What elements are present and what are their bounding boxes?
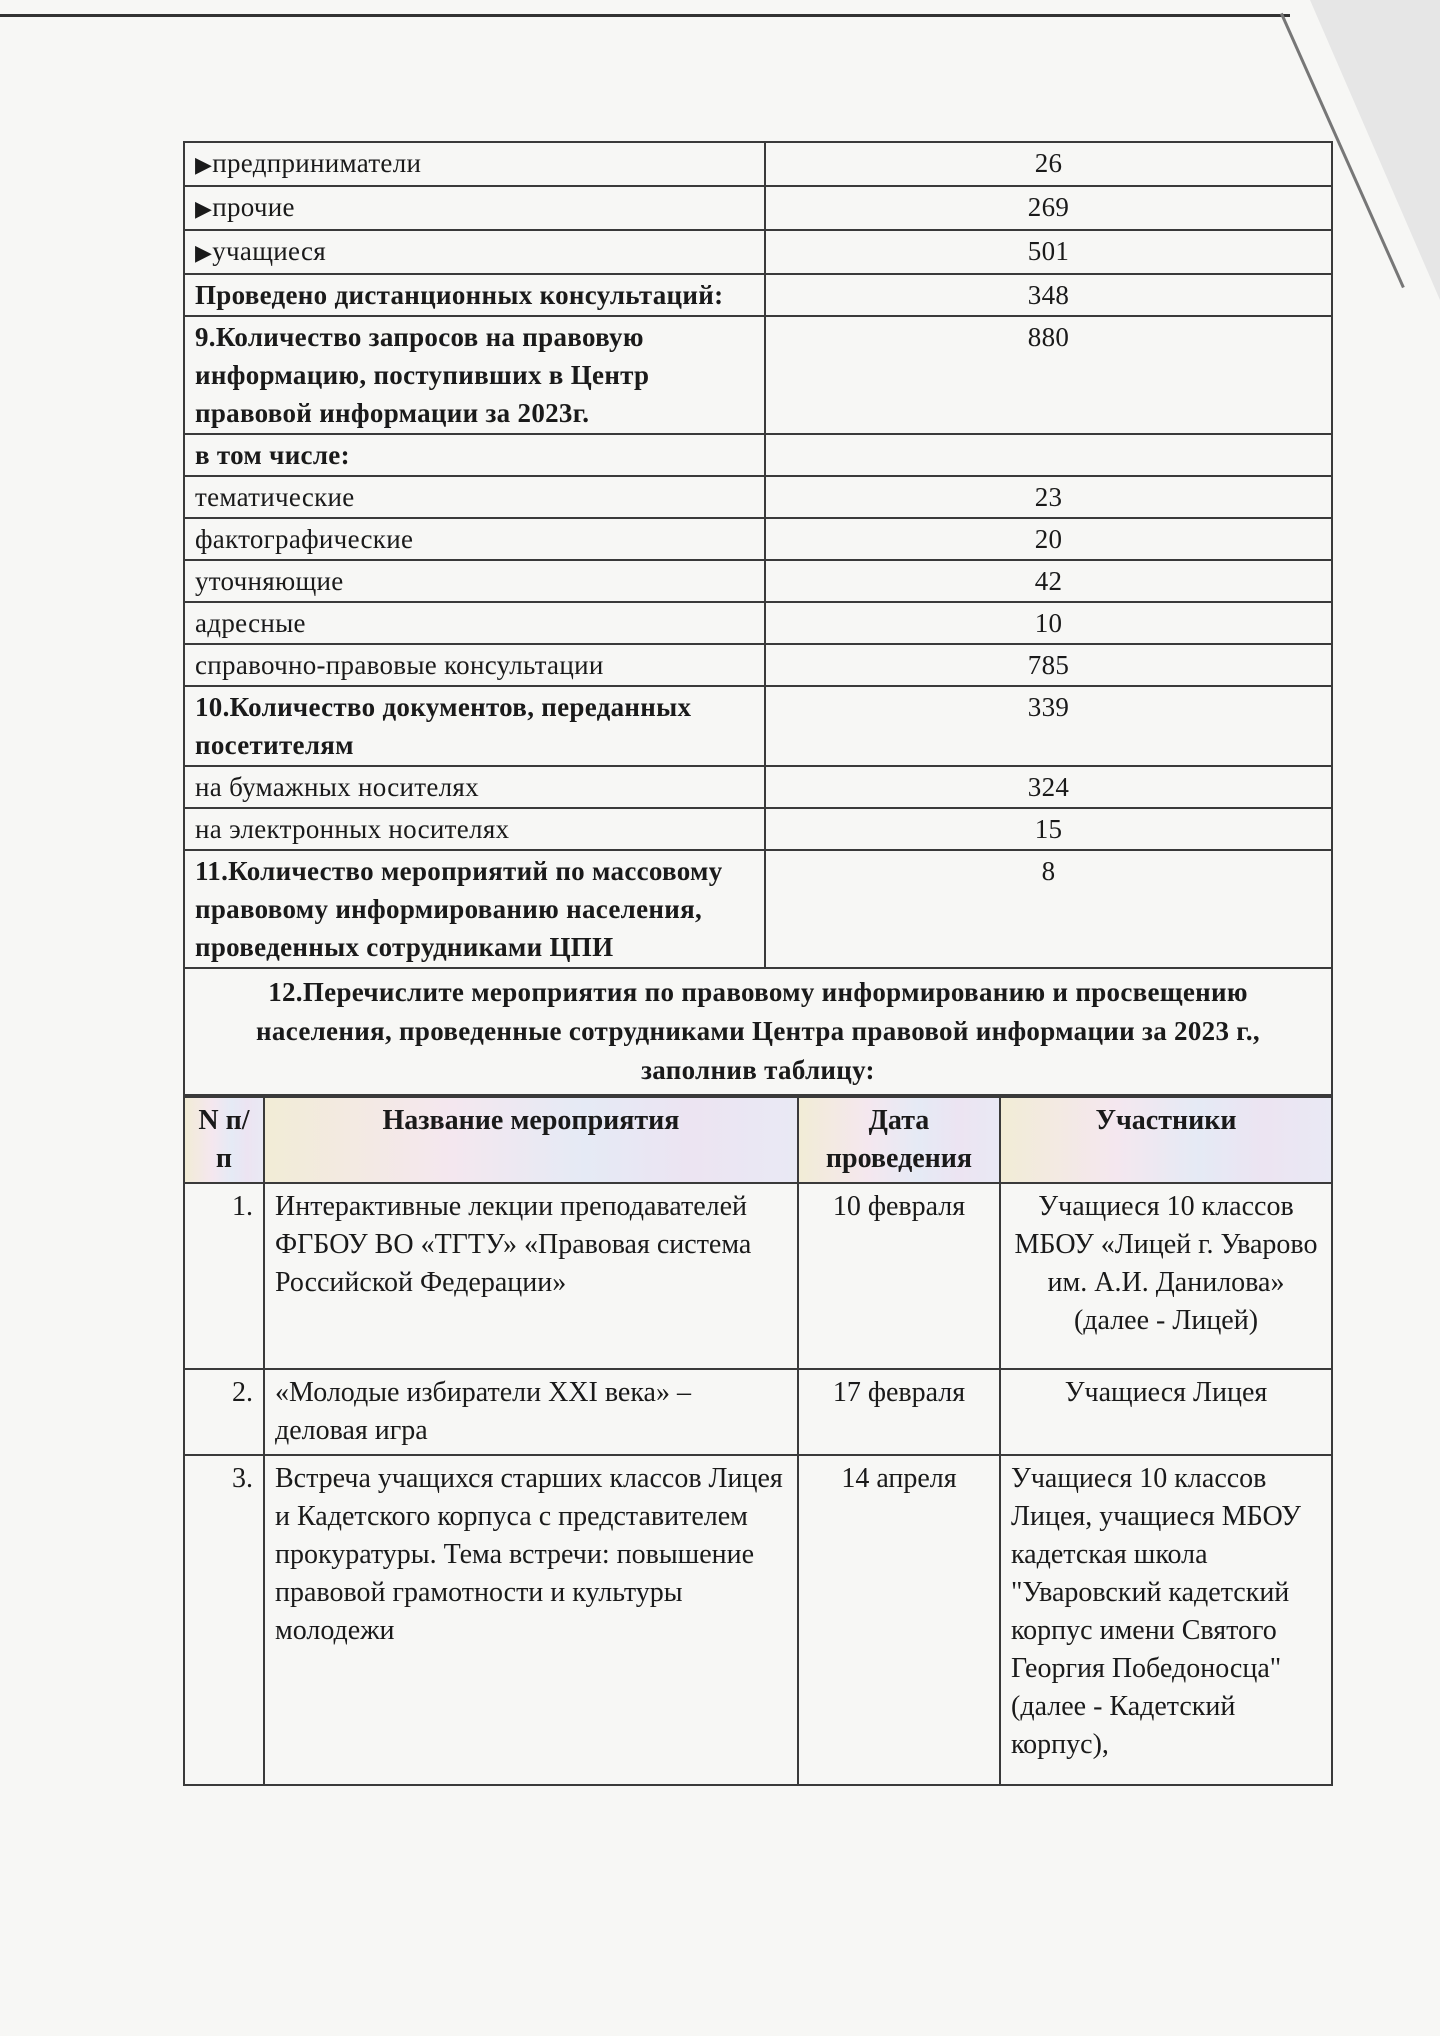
stats-label-text: на электронных носителях (195, 814, 510, 844)
scan-edge (0, 14, 1290, 17)
stats-label-text: справочно-правовые консультации (195, 650, 604, 680)
stats-value: 26 (765, 142, 1332, 186)
event-date: 10 февраля (798, 1183, 1000, 1369)
stats-row (184, 602, 1332, 644)
stats-row (184, 644, 1332, 686)
event-num: 1. (184, 1183, 264, 1369)
stats-label-text: 10.Количество документов, переданных посетителям (195, 692, 692, 760)
stats-value: 15 (765, 808, 1332, 850)
stats-label-text: на бумажных носителях (195, 772, 479, 802)
event-name: Интерактивные лекции преподавателей ФГБОУ ВО «ТГТУ» «Правовая система Российской Федерации» (264, 1183, 798, 1369)
stats-label (184, 850, 765, 968)
stats-value: 269 (765, 186, 1332, 230)
section-12-row (184, 968, 1332, 1095)
stats-label (184, 434, 765, 476)
event-date: 14 апреля (798, 1455, 1000, 1785)
stats-label-text: 9.Количество запросов на правовую информацию, поступивших в Центр правовой информации за 2023г. (195, 322, 650, 428)
stats-label-text: предприниматели (212, 148, 422, 178)
stats-label-text: 11.Количество мероприятий по массовому правовому информированию населения, проведенных сотрудниками ЦПИ (195, 856, 723, 962)
table-row (184, 1369, 1332, 1455)
bullet-arrow-icon: ▶ (195, 196, 213, 221)
stats-row (184, 186, 1332, 230)
stats-label-text: Проведено дистанционных консультаций: (195, 280, 724, 310)
stats-label (184, 644, 765, 686)
document-page (183, 141, 1333, 1786)
event-date: 17 февраля (798, 1369, 1000, 1455)
table-row (184, 1183, 1332, 1369)
stats-value: 348 (765, 274, 1332, 316)
header-date: Дата проведения (798, 1097, 1000, 1183)
stats-row (184, 766, 1332, 808)
stats-label (184, 142, 765, 186)
stats-row (184, 230, 1332, 274)
event-participants: Учащиеся Лицея (1000, 1369, 1332, 1455)
stats-row (184, 560, 1332, 602)
stats-label-text: в том числе: (195, 440, 350, 470)
stats-label-text: адресные (195, 608, 306, 638)
stats-row (184, 686, 1332, 766)
stats-label-text: фактографические (195, 524, 414, 554)
events-table (183, 1096, 1333, 1786)
events-header-row (184, 1097, 1332, 1183)
stats-row (184, 316, 1332, 434)
stats-row (184, 434, 1332, 476)
stats-label (184, 808, 765, 850)
event-num: 3. (184, 1455, 264, 1785)
stats-label (184, 230, 765, 274)
stats-label-text: учащиеся (212, 236, 326, 266)
stats-value: 8 (765, 850, 1332, 968)
stats-value: 339 (765, 686, 1332, 766)
header-participants: Участники (1000, 1097, 1332, 1183)
bullet-arrow-icon: ▶ (195, 240, 213, 265)
stats-label (184, 602, 765, 644)
stats-label (184, 316, 765, 434)
stats-row (184, 274, 1332, 316)
statistics-table (183, 141, 1333, 1096)
stats-label-text: прочие (212, 192, 295, 222)
stats-value: 880 (765, 316, 1332, 434)
stats-value: 42 (765, 560, 1332, 602)
stats-row (184, 808, 1332, 850)
stats-value: 324 (765, 766, 1332, 808)
stats-value (765, 434, 1332, 476)
event-participants: Учащиеся 10 классов Лицея, учащиеся МБОУ кадетская школа "Уваровский кадетский корпус имени Святого Георгия Победоносца" (далее - Кадетский корпус), (1000, 1455, 1332, 1785)
stats-value: 10 (765, 602, 1332, 644)
bullet-arrow-icon: ▶ (195, 152, 213, 177)
stats-label-text: тематические (195, 482, 355, 512)
event-num: 2. (184, 1369, 264, 1455)
stats-label (184, 686, 765, 766)
stats-label (184, 518, 765, 560)
event-name: «Молодые избиратели XXI века» – деловая игра (264, 1369, 798, 1455)
stats-row (184, 518, 1332, 560)
stats-row (184, 142, 1332, 186)
stats-label (184, 560, 765, 602)
stats-label-text: уточняющие (195, 566, 344, 596)
table-row (184, 1455, 1332, 1785)
event-participants: Учащиеся 10 классов МБОУ «Лицей г. Уварово им. А.И. Данилова» (далее - Лицей) (1000, 1183, 1332, 1369)
stats-row (184, 476, 1332, 518)
stats-label (184, 476, 765, 518)
section-12-heading: 12.Перечислите мероприятия по правовому информированию и просвещению населения, проведенные сотрудниками Центра правовой информации за 2023 г., заполнив таблицу: (184, 968, 1332, 1095)
event-name: Встреча учащихся старших классов Лицея и Кадетского корпуса с представителем прокуратуры. Тема встречи: повышение правовой грамотности и культуры молодежи (264, 1455, 798, 1785)
header-name: Название мероприятия (264, 1097, 798, 1183)
stats-label (184, 186, 765, 230)
stats-label (184, 766, 765, 808)
stats-value: 23 (765, 476, 1332, 518)
stats-value: 20 (765, 518, 1332, 560)
header-num: N п/п (184, 1097, 264, 1183)
stats-value: 501 (765, 230, 1332, 274)
stats-label (184, 274, 765, 316)
stats-row (184, 850, 1332, 968)
stats-value: 785 (765, 644, 1332, 686)
